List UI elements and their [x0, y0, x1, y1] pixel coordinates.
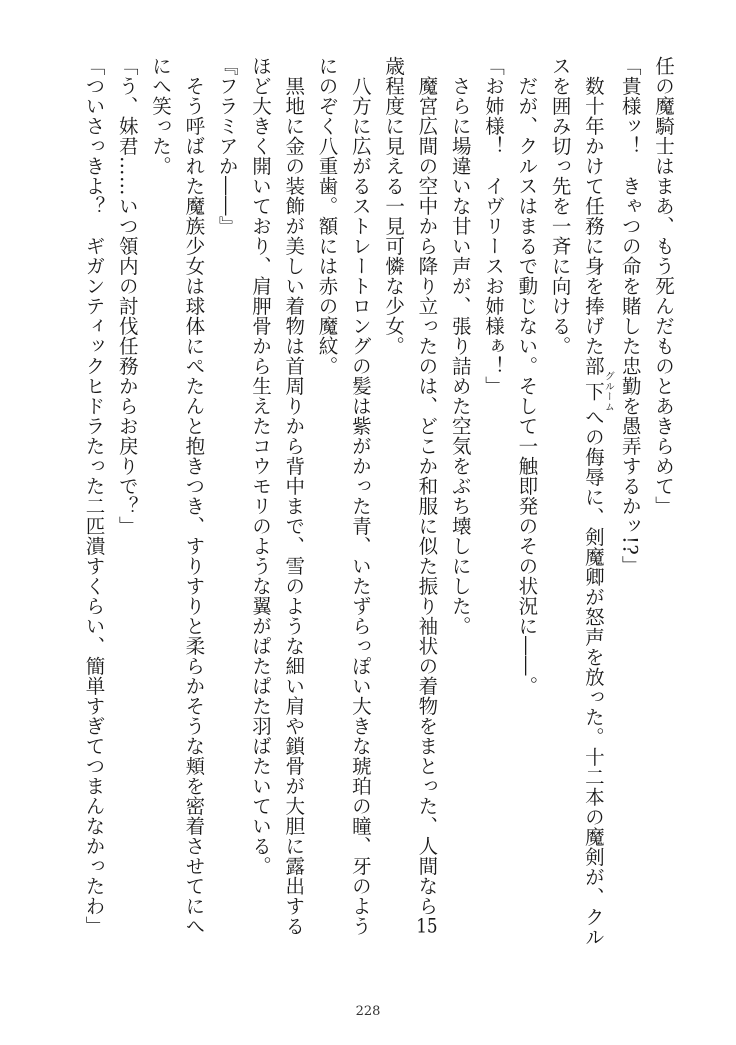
page-number: 228 [355, 1004, 381, 1019]
text-line-9: 歳程度に見える一見可憐な少女。 [382, 56, 406, 356]
text-line-1: 任の魔騎士はまあ、もう死んだものとあきらめて」 [652, 56, 675, 516]
text-line-11: にのぞく八重歯。額には赤の魔紋。 [315, 56, 339, 376]
text-line-3-part-a: 数十年かけて任務に身を捧げた部 [581, 56, 605, 376]
text-line-15: そう呼ばれた魔族少女は球体にぺたんと抱きつき、すりすりと柔らかそうな頬を密着させてにへ [182, 56, 206, 936]
text-line-3-part-b: への侮辱に、剣魔卿が怒声を放った。十二本の魔剣が、クル [581, 407, 605, 947]
text-line-8 [410, 56, 443, 936]
text-line-10: 八方に広がるストレートロングの髪は紫がかった青、いたずらっぽい大きな琥珀の瞳、牙のよう [348, 56, 372, 936]
text-line-12: 黒地に金の装飾が美しい着物は首周りから背中まで、雪のような細い肩や鎖骨が大胆に露出する [282, 56, 306, 936]
text-line-16: にへ笑った。 [149, 56, 173, 176]
text-line-13: ほど大きく開いており、肩胛骨から生えたコウモリのような翼がぱたぱた羽ばたいている。 [248, 56, 272, 876]
text-line-2: 「貴様ッ！ きゃつの命を賭した忠勤を愚弄するかッ!?」 [618, 56, 642, 576]
text-line-8-part-a: 魔宮広間の空中から降り立ったのは、どこか和服に似た振り袖状の着物をまとった、人間なら [415, 56, 439, 916]
text-line-3 [577, 56, 614, 947]
text-line-14: 『フラミアか――』 [215, 56, 239, 236]
text-line-7: さらに場違いな甘い声が、張り詰めた空気をぶち壊しにした。 [448, 56, 472, 636]
text-line-17: 「う、妹君……いつ領内の討伐任務からお戻りで？」 [115, 56, 139, 536]
vertical-text-body [40, 56, 680, 947]
text-line-5: だが、クルスはまるで動じない。そして一触即発のその状況に――。 [515, 56, 539, 696]
age-number: 15 [416, 916, 438, 936]
ruby-buka: 下グルーム [581, 371, 614, 412]
text-line-4: スを囲み切っ先を一斉に向ける。 [548, 56, 572, 356]
text-line-18: 「ついさっきよ？ ギガンティックヒドラたった二匹潰すくらい、簡単すぎてつまんなかったわ」 [82, 56, 106, 936]
text-line-6: 「お姉様！ イヴリースお姉様ぁ！」 [482, 56, 506, 396]
ruby-grunt-annotation: グルーム [602, 371, 614, 412]
